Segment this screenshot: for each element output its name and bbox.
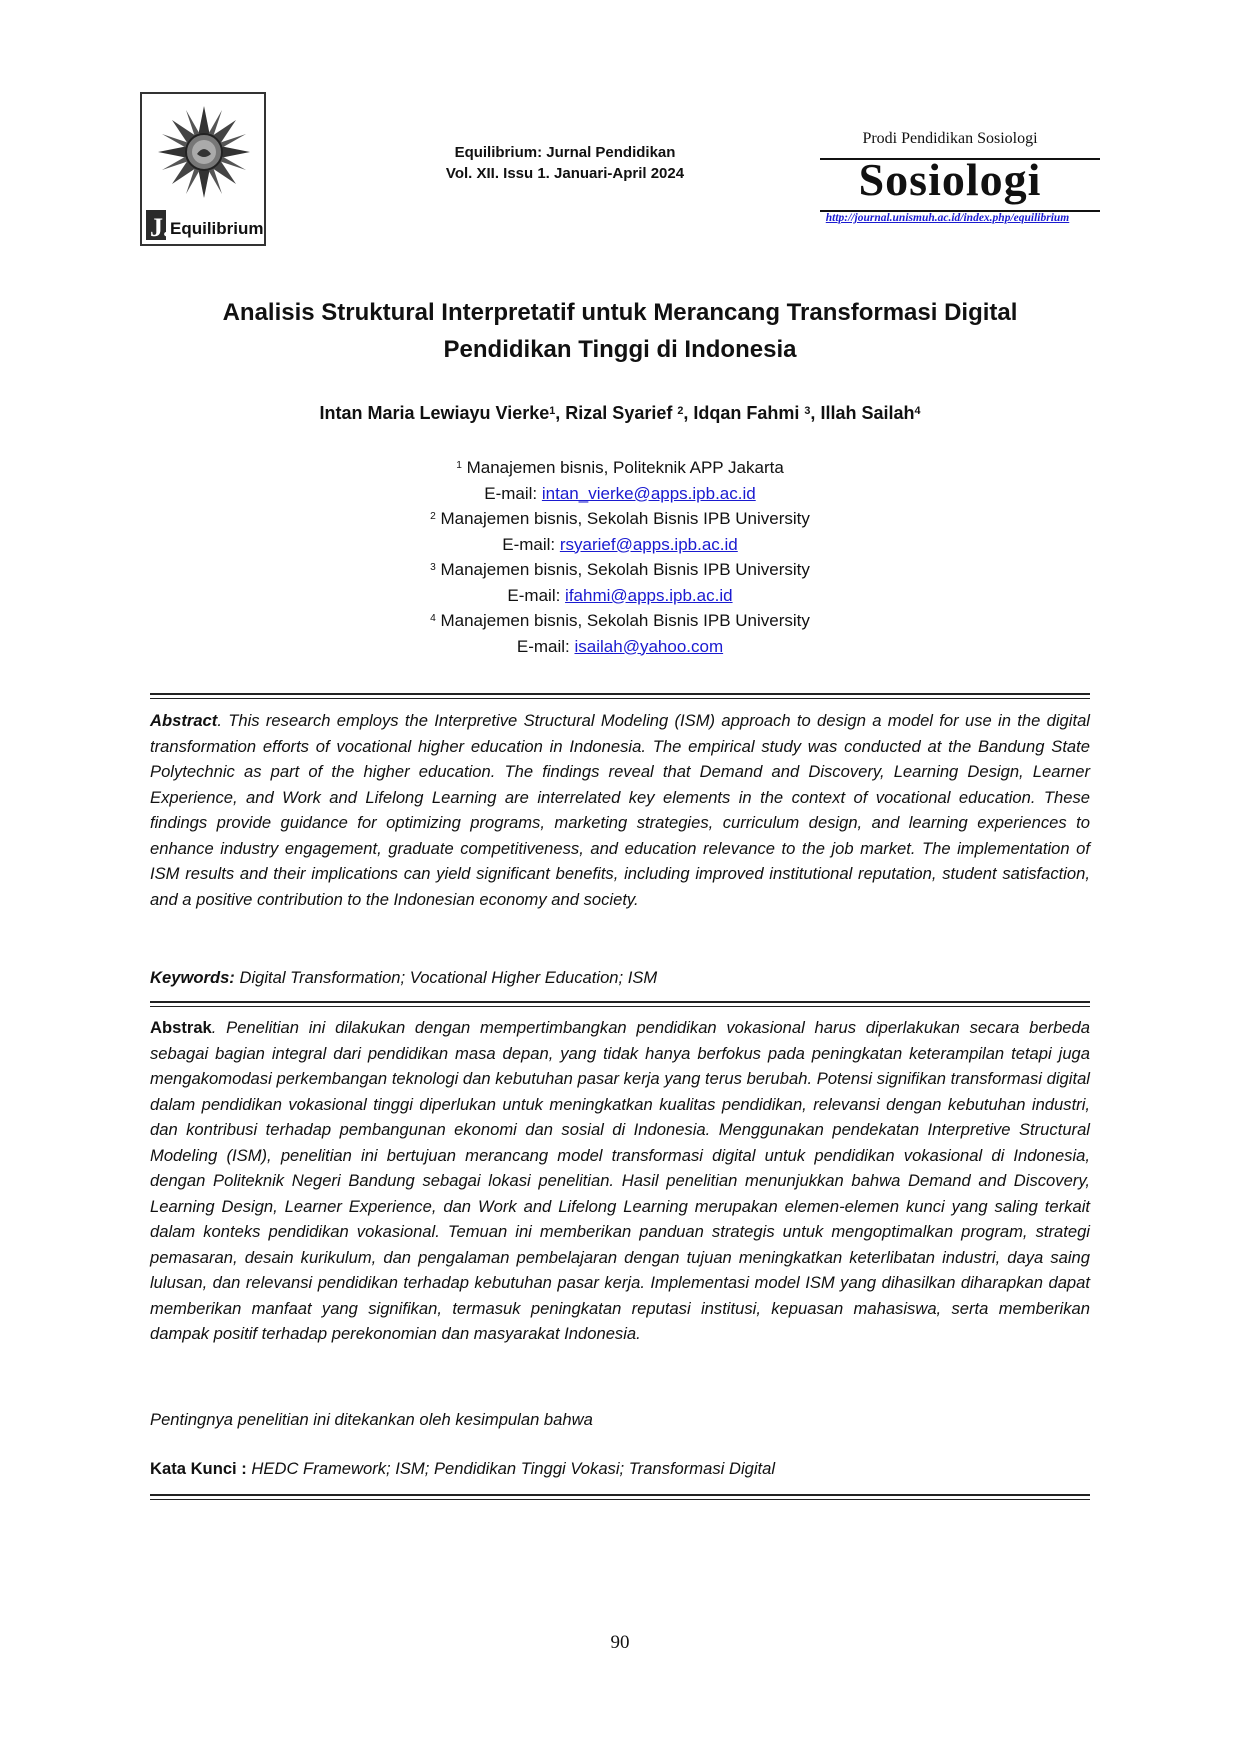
section-divider — [150, 693, 1090, 699]
author-sup: 1 — [549, 405, 556, 417]
email-line: E-mail: rsyarief@apps.ipb.ac.id — [502, 534, 738, 554]
keywords-value: Digital Transformation; Vocational Higher Education; ISM — [234, 968, 658, 987]
journal-logo — [140, 92, 266, 246]
logo-caption: Equilibrium — [170, 219, 264, 238]
email-line: E-mail: isailah@yahoo.com — [516, 636, 724, 656]
author-name: Intan Maria Lewiayu Vierke — [319, 403, 550, 423]
prodi-label: Prodi Pendidikan Sosiologi — [862, 130, 1038, 147]
kata-kunci-value: HEDC Framework; ISM; Pendidikan Tinggi Vokasi; Transformasi Digital — [246, 1459, 776, 1478]
email-link[interactable]: rsyarief@apps.ipb.ac.id — [559, 534, 738, 554]
title-line-2: Pendidikan Tinggi di Indonesia — [443, 336, 797, 363]
abstract-text: . This research employs the Interpretive Structural Modeling (ISM) approach to design a model for use in the digital transformation efforts of vocational higher education in Indonesia. The empirical study was conducted at the Bandung State Polytechnic as part of the higher education. The findings reveal that Demand and Discovery, Learning Design, Learner Experience, and Work and Lifelong Learning are interrelated key elements in the context of vocational education. These findings provide guidance for optimizing programs, marketing strategies, curriculum design, and learning experiences to enhance industry engagement, graduate competitiveness, and education relevance to the job market. The implementation of ISM results and their implications can yield significant benefits, including improved institutional reputation, student satisfaction, and a positive contribution to the Indonesian economy and society. — [150, 711, 1090, 909]
abstrak-extra-line: Pentingnya penelitian ini ditekankan oleh kesimpulan bahwa — [150, 1410, 593, 1429]
paper-title — [130, 294, 1110, 368]
keywords-indonesian — [150, 1456, 1090, 1481]
abstract-label: Abstract — [150, 711, 218, 730]
keywords-english — [150, 965, 1090, 990]
abstrak-text: . Penelitian ini dilakukan dengan mempertimbangkan pendidikan vokasional harus diperlakukan secara berbeda sebagai bagian integral dari pendidikan masa depan, yang tidak hanya berfokus pada peningkatan keterampilan tetapi juga mengakomodasi perkembangan teknologi dan kebutuhan pasar kerja yang terus berubah. Potensi signifikan transformasi digital dalam pendidikan vokasional tinggi diperlukan untuk meningkatkan kualitas pendidikan, relevansi dengan kebutuhan industri, dan kontribusi terhadap pembangunan ekonomi dan sosial di Indonesia. Menggunakan pendekatan Interpretive Structural Modeling (ISM), penelitian ini bertujuan merancang model transformasi digital untuk pendidikan vokasional di Indonesia, dengan Politeknik Negeri Bandung sebagai lokasi penelitian. Hasil penelitian menunjukkan bahwa Demand and Discovery, Learning Design, Learner Experience, dan Work and Lifelong Learning merupakan elemen-elemen kunci yang saling terkait dalam konteks pendidikan vokasional. Temuan ini memberikan panduan strategis untuk mengoptimalkan program, strategi pemasaran, desain kurikulum, dan pengalaman pembelajaran dengan tujuan meningkatkan keterlibatan industri, daya saing lulusan, dan relevansi pendidikan terhadap kebutuhan pasar kerja. Implementasi model ISM yang dihasilkan diharapkan dapat memberikan manfaat yang signifikan, termasuk peningkatan reputasi institusi, kepuasan mahasiswa, serta memberikan dampak positif terhadap perekonomian dan masyarakat Indonesia. — [150, 1018, 1090, 1343]
volume-line: Vol. XII. Issu 1. Januari-April 2024 — [445, 165, 685, 182]
affiliation-line: $^2$ Manajemen bisnis, Sekolah Bisnis IPB University — [430, 509, 810, 528]
journal-info — [400, 142, 730, 184]
kata-kunci-label: Kata Kunci : — [150, 1459, 247, 1478]
author-sup: 3 — [804, 405, 811, 417]
page-number: 90 — [610, 1632, 630, 1653]
abstract-indonesian — [150, 1015, 1090, 1347]
author-name: Rizal Syarief — [565, 403, 678, 423]
author-sup: 4 — [914, 405, 921, 417]
section-divider — [150, 1001, 1090, 1007]
affiliation-line: $^4$ Manajemen bisnis, Sekolah Bisnis IPB University — [430, 611, 810, 630]
email-link[interactable]: isailah@yahoo.com — [574, 636, 724, 656]
author-sup: 2 — [677, 405, 684, 417]
journal-name: Equilibrium: Jurnal Pendidikan — [454, 144, 676, 161]
logo-initial: J. — [150, 213, 170, 242]
abstract-english — [150, 708, 1090, 912]
author-name: Illah Sailah — [820, 403, 915, 423]
affiliation-line: $^1$ Manajemen bisnis, Politeknik APP Jakarta — [456, 458, 784, 477]
section-divider — [150, 1494, 1090, 1500]
author-list: Intan Maria Lewiayu Vierke$^1$, Rizal Syarief $^2$, Idqan Fahmi $^3$, Illah Sailah$^4$ — [319, 403, 921, 423]
affiliation-line: $^3$ Manajemen bisnis, Sekolah Bisnis IPB University — [430, 560, 810, 579]
journal-url-link[interactable]: http://journal.unismuh.ac.id/index.php/equilibrium — [825, 212, 1070, 224]
email-link[interactable]: intan_vierke@apps.ipb.ac.id — [541, 483, 756, 503]
abstrak-label: Abstrak — [150, 1018, 212, 1037]
brand-title: Sosiologi — [858, 154, 1042, 205]
title-line-1: Analisis Struktural Interpretatif untuk Merancang Transformasi Digital — [222, 299, 1018, 326]
email-link[interactable]: ifahmi@apps.ipb.ac.id — [565, 585, 733, 605]
email-line: E-mail: intan_vierke@apps.ipb.ac.id — [484, 483, 756, 503]
keywords-label: Keywords: — [150, 968, 235, 987]
affiliation-list — [130, 455, 1110, 659]
author-name: Idqan Fahmi — [693, 403, 805, 423]
email-line: E-mail: ifahmi@apps.ipb.ac.id — [507, 585, 733, 605]
